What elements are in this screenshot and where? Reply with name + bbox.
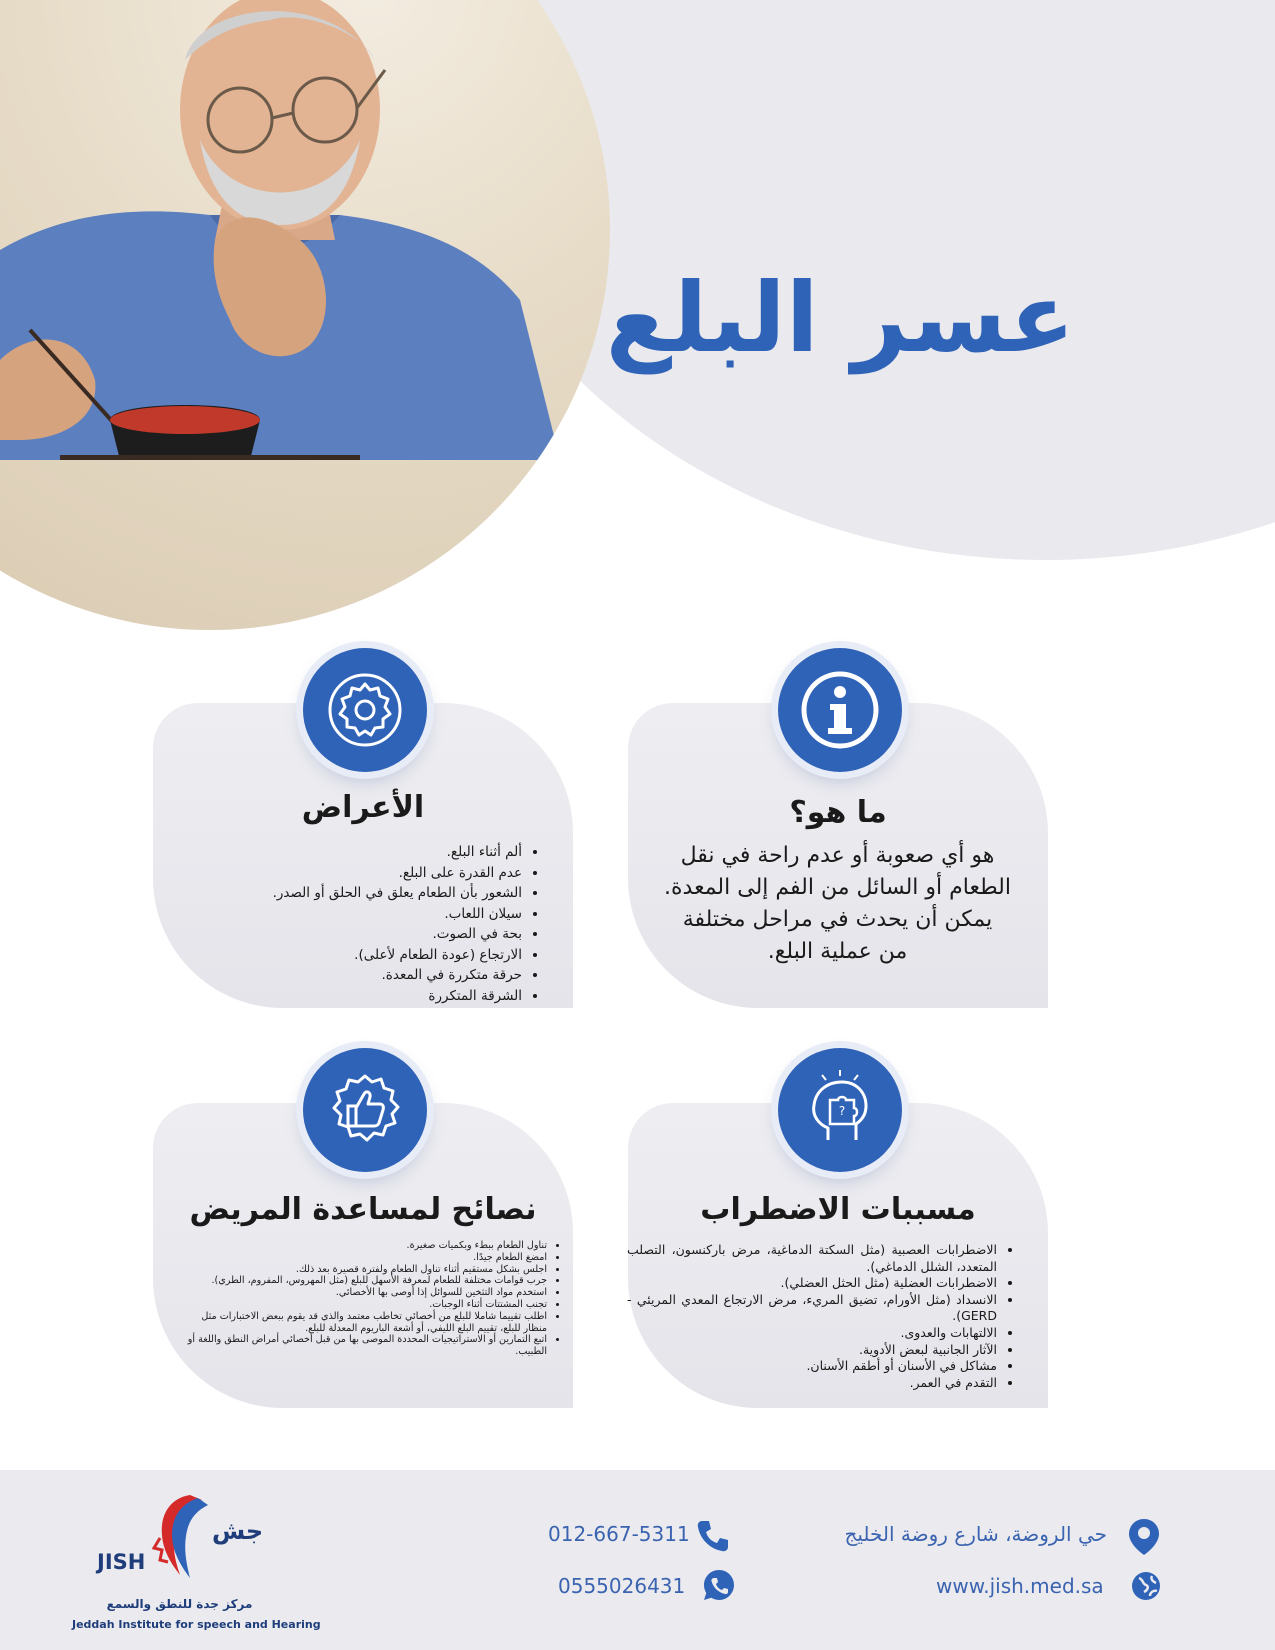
list-item: • الالتهابات والعدوى.: [627, 1325, 997, 1342]
jish-logo-mark: [150, 1490, 210, 1585]
footer-phone[interactable]: 012-667-5311: [548, 1522, 690, 1546]
list-item: • حرقة متكررة في المعدة.: [273, 965, 522, 986]
logo-arabic-name: مركز جدة للنطق والسمع: [106, 1597, 253, 1611]
list-item: • الشرقة المتكررة: [273, 986, 522, 1007]
what-line: الطعام أو السائل من الفم إلى المعدة.: [664, 875, 1011, 900]
list-item: • مشاكل في الأسنان أو أطقم الأسنان.: [627, 1358, 997, 1375]
footer-whatsapp[interactable]: 0555026431: [558, 1574, 686, 1598]
tips-list: [177, 1240, 565, 1358]
causes-list: [627, 1242, 1015, 1391]
list-item: • الانسداد (مثل الأورام، تضيق المريء، مرض الارتجاع المعدي المريئي - GERD).: [627, 1292, 997, 1325]
what-line: يمكن أن يحدث في مراحل مختلفة: [682, 907, 993, 932]
phone-icon: [696, 1519, 730, 1553]
causes-badge: [778, 1048, 902, 1172]
what-badge: [778, 648, 902, 772]
list-item: • الارتجاع (عودة الطعام لأعلى).: [273, 945, 522, 966]
list-item: • بحة في الصوت.: [273, 924, 522, 945]
info-icon: [800, 670, 880, 750]
list-item: • اطلب تقييما شاملا للبلع من أخصائي تخاطب معتمد والذي قد يقوم ببعض الاختبارات مثل منظار للبلع، تقييم البلع الليفي، أو أشعة الباريوم المعدلة للبلع.: [177, 1311, 547, 1335]
symptoms-list: [273, 842, 540, 1006]
list-item: • جرب قوامات مختلفة للطعام لمعرفة الأسهل للبلع (مثل المهروس، المفروم، الطري).: [177, 1275, 547, 1287]
list-item: • التقدم في العمر.: [627, 1375, 997, 1392]
logo-latin-short: JISH: [97, 1550, 146, 1574]
what-title: ما هو؟: [789, 795, 887, 830]
list-item: • استخدم مواد التثخين للسوائل إذا أوصى بها الأخصائي.: [177, 1287, 547, 1299]
list-item: • الشعور بأن الطعام يعلق في الحلق أو الصدر.: [273, 883, 522, 904]
list-item: • سيلان اللعاب.: [273, 904, 522, 925]
logo-english-name: Jeddah Institute for speech and Hearing: [72, 1618, 321, 1631]
list-item: • الآثار الجانبية لبعض الأدوية.: [627, 1342, 997, 1359]
list-item: • اتبع التمارين أو الاستراتيجيات المحددة الموصى بها من قبل أخصائي أمراض النطق واللغة أو الطبيب.: [177, 1334, 547, 1358]
list-item: • تناول الطعام ببطء وبكميات صغيرة.: [177, 1240, 547, 1252]
whatsapp-icon: [702, 1568, 736, 1602]
what-line: من عملية البلع.: [767, 939, 908, 964]
man-swallowing-illustration: [0, 0, 610, 460]
logo-arabic-short: جش: [212, 1517, 264, 1545]
thumbs-up-badge-icon: [325, 1070, 405, 1150]
list-item: • تجنب المشتتات أثناء الوجبات.: [177, 1299, 547, 1311]
list-item: • اجلس بشكل مستقيم أثناء تناول الطعام ولفترة قصيرة بعد ذلك.: [177, 1264, 547, 1276]
what-line: هو أي صعوبة أو عدم راحة في نقل: [680, 843, 995, 868]
list-item: • عدم القدرة على البلع.: [273, 863, 522, 884]
footer-website[interactable]: www.jish.med.sa: [936, 1574, 1104, 1598]
list-item: • الاضطرابات العضلية (مثل الحثل العضلي).: [627, 1275, 997, 1292]
page-title: عسر البلع: [605, 262, 1075, 374]
list-item: • الاضطرابات العصبية (مثل السكتة الدماغية، مرض باركنسون، التصلب المتعدد، الشلل الدماغي).: [627, 1242, 997, 1275]
footer-address: حي الروضة، شارع روضة الخليج: [844, 1522, 1107, 1546]
globe-icon: [1130, 1570, 1162, 1602]
symptoms-badge: [303, 648, 427, 772]
head-puzzle-icon: [800, 1070, 880, 1150]
what-description: [640, 840, 1035, 968]
tips-title: نصائح لمساعدة المريض: [189, 1192, 537, 1227]
list-item: • ألم أثناء البلع.: [273, 842, 522, 863]
hero-photo: [0, 0, 610, 630]
symptoms-title: الأعراض: [301, 790, 425, 825]
list-item: • امضغ الطعام جيدًا.: [177, 1252, 547, 1264]
location-pin-icon: [1127, 1517, 1161, 1557]
gear-icon: [325, 670, 405, 750]
tips-badge: [303, 1048, 427, 1172]
causes-title: مسببات الاضطراب: [700, 1192, 976, 1227]
svg-text:?: ?: [838, 1104, 846, 1118]
